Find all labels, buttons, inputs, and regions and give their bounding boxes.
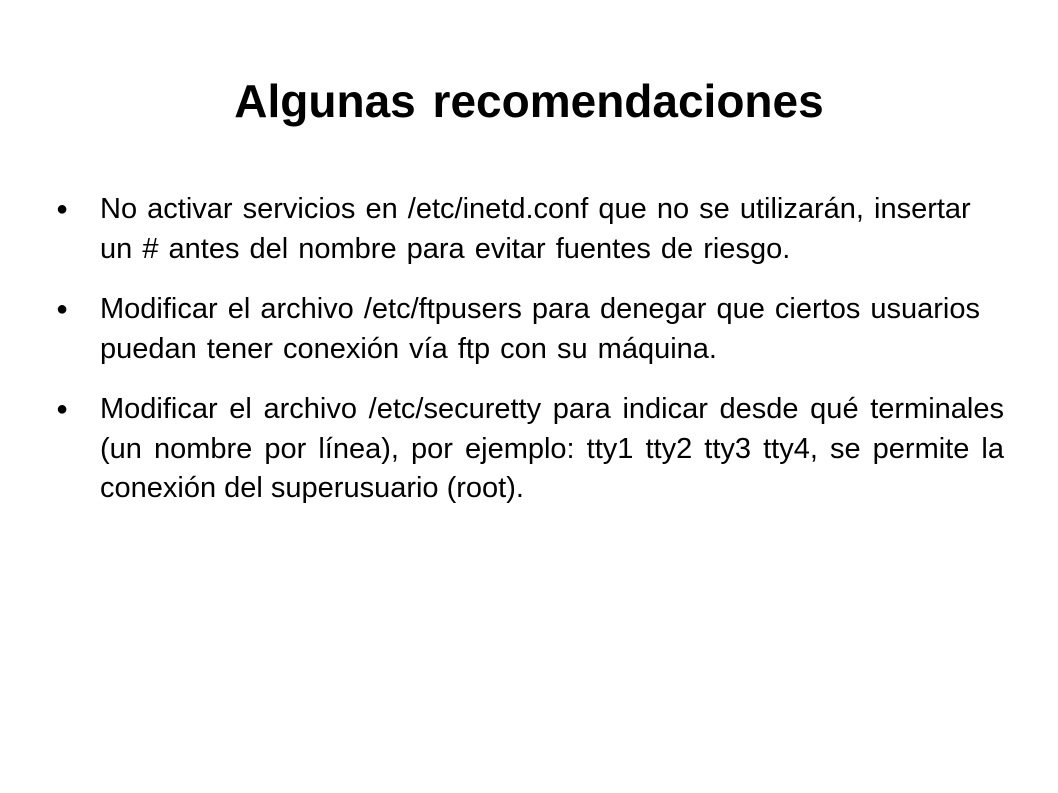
bullet-item-ftpusers: [56, 290, 1004, 369]
bullet-dot-icon: ●: [56, 398, 69, 420]
bullet-item-securetty: [56, 390, 1004, 509]
bullet-text: No activar servicios en /etc/inetd.conf que no se utilizarán, insertar un # antes del nombre para evitar fuentes de riesgo.: [100, 193, 971, 265]
bullet-dot-icon: ●: [56, 298, 69, 320]
bullet-list: [56, 190, 1004, 530]
bullet-dot-icon: ●: [56, 198, 69, 220]
slide-title: Algunas recomendaciones: [234, 75, 824, 127]
bullet-text: Modificar el archivo /etc/ftpusers para denegar que ciertos usuarios puedan tener conexión vía ftp con su máquina.: [100, 293, 980, 365]
bullet-item-inetd: [56, 190, 1004, 269]
bullet-text: Modificar el archivo /etc/securetty para indicar desde qué terminales (un nombre por línea), por ejemplo: tty1 tty2 tty3 tty4, se permite la conexión del superusuario (root).: [100, 393, 1004, 504]
